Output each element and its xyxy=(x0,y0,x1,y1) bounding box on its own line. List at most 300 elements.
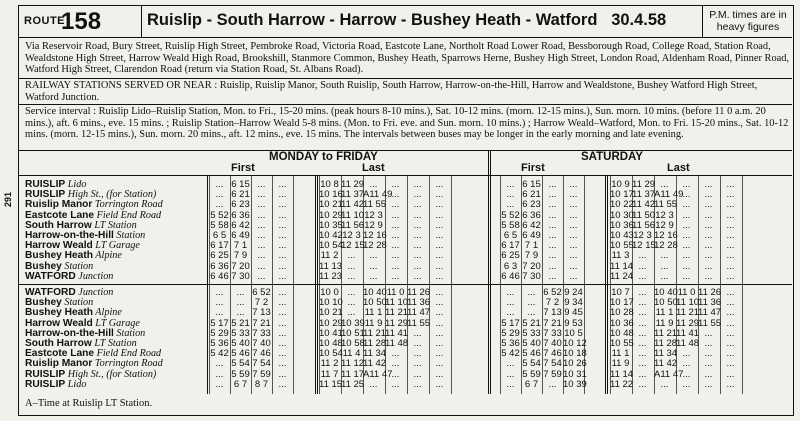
time-cell: ... xyxy=(704,199,713,211)
time-cell: 11 10 xyxy=(385,297,409,309)
time-cell: 11 48 xyxy=(385,338,409,349)
time-cell: ... xyxy=(369,270,378,282)
time-cell: 11 56 xyxy=(632,219,656,231)
time-cell: 11 36 xyxy=(407,297,431,309)
time-cell: ... xyxy=(413,327,422,339)
time-cell: ... xyxy=(704,358,713,370)
time-cell: 5 17 xyxy=(501,317,520,329)
time-cell: ... xyxy=(506,189,515,201)
time-cell: ... xyxy=(638,297,647,309)
time-cell: ... xyxy=(278,209,287,221)
time-cell: 10 54 xyxy=(319,240,343,252)
time-cell: 11 34 xyxy=(654,348,678,360)
time-cell: 6 23 xyxy=(522,199,541,211)
page-number: 291 xyxy=(3,192,13,208)
time-cell: 11 28 xyxy=(363,338,387,349)
time-cell: 10 31 xyxy=(563,368,587,380)
time-cell: ... xyxy=(506,307,515,319)
time-cell: ... xyxy=(726,219,735,231)
time-cell: A11 47 xyxy=(363,368,393,380)
station-name: Bushey Station xyxy=(25,260,94,272)
time-cell: 7 21 xyxy=(252,317,271,329)
time-cell: ... xyxy=(682,179,691,190)
time-cell: ... xyxy=(435,348,444,360)
time-cell: ... xyxy=(257,250,266,262)
time-cell: 7 2 xyxy=(545,297,560,309)
timetable-header xyxy=(19,6,792,38)
time-cell: 7 30 xyxy=(522,270,541,282)
time-cell: ... xyxy=(660,378,669,390)
time-cell: 11 36 xyxy=(698,297,722,309)
divider xyxy=(19,104,792,105)
time-cell: 5 46 xyxy=(231,348,250,360)
time-cell: 10 42 xyxy=(319,230,343,241)
time-cell: ... xyxy=(548,219,557,231)
time-cell: ... xyxy=(413,219,422,231)
time-cell: ... xyxy=(278,179,287,190)
station-name: South Harrow LT Station xyxy=(25,219,137,231)
time-cell: ... xyxy=(682,260,691,272)
time-cell: ... xyxy=(435,368,444,380)
time-cell: ... xyxy=(660,260,669,272)
time-cell: 5 36 xyxy=(501,338,520,349)
time-cell: 12 3 xyxy=(364,209,383,221)
time-cell: 11 56 xyxy=(341,219,365,231)
time-cell: 9 24 xyxy=(564,287,583,298)
time-cell: ... xyxy=(278,317,287,329)
time-cell: 11 1 xyxy=(611,348,630,360)
time-cell: ... xyxy=(435,189,444,201)
time-cell: 12 16 xyxy=(363,230,387,241)
time-cell: 5 40 xyxy=(231,338,250,349)
time-cell: 6 7 xyxy=(524,378,539,390)
time-cell: ... xyxy=(638,348,647,360)
time-cell: ... xyxy=(704,338,713,349)
time-cell: 10 29 xyxy=(319,209,343,221)
time-cell: 11 55 xyxy=(698,317,722,329)
time-cell: 10 48 xyxy=(319,338,343,349)
station-name: Eastcote Lane Field End Road xyxy=(25,348,162,360)
time-cell: 5 33 xyxy=(231,327,250,339)
time-cell: 11 0 xyxy=(677,287,696,298)
time-cell: ... xyxy=(257,179,266,190)
time-cell: ... xyxy=(278,338,287,349)
time-cell: 5 46 xyxy=(522,348,541,360)
time-cell: 10 39 xyxy=(341,317,365,329)
time-cell: ... xyxy=(682,199,691,211)
time-cell: ... xyxy=(548,209,557,221)
time-cell: 5 21 xyxy=(522,317,541,329)
time-cell: ... xyxy=(413,358,422,370)
station-name: Harrow Weald LT Garage xyxy=(25,317,140,329)
time-cell: ... xyxy=(215,297,224,309)
time-cell: 11 4 xyxy=(342,348,361,360)
time-cell: 12 28 xyxy=(654,240,678,252)
time-cell: 12 28 xyxy=(363,240,387,252)
time-cell: 5 58 xyxy=(210,219,229,231)
station-name: RUISLIP High St., (for Station) xyxy=(25,368,157,380)
time-cell: ... xyxy=(548,199,557,211)
time-cell: ... xyxy=(569,240,578,252)
time-cell: 9 45 xyxy=(564,307,583,319)
time-cell: 12 16 xyxy=(654,230,678,241)
time-cell: 6 5 xyxy=(212,230,227,241)
time-cell: ... xyxy=(435,179,444,190)
time-cell: ... xyxy=(682,219,691,231)
time-cell: ... xyxy=(638,317,647,329)
time-cell: 7 13 xyxy=(543,307,562,319)
time-cell: 6 42 xyxy=(522,219,541,231)
time-cell: ... xyxy=(569,219,578,231)
time-cell: ... xyxy=(704,270,713,282)
time-cell: ... xyxy=(391,250,400,262)
time-cell: 10 9 xyxy=(611,179,630,190)
time-cell: ... xyxy=(391,358,400,370)
time-cell: 7 33 xyxy=(543,327,562,339)
time-cell: ... xyxy=(682,378,691,390)
station-name: WATFORD Junction xyxy=(25,270,114,282)
time-cell: 6 23 xyxy=(231,199,250,211)
time-cell: ... xyxy=(391,199,400,211)
time-cell: 6 25 xyxy=(210,250,229,262)
time-cell: ... xyxy=(704,327,713,339)
time-cell: 10 21 xyxy=(319,307,343,319)
time-cell: ... xyxy=(369,250,378,262)
time-cell: 7 9 xyxy=(233,250,248,262)
time-cell: 11 10 xyxy=(676,297,700,309)
time-cell: ... xyxy=(704,230,713,241)
time-cell: 6 49 xyxy=(231,230,250,241)
time-cell: ... xyxy=(278,368,287,380)
time-cell: ... xyxy=(435,219,444,231)
time-cell: 7 59 xyxy=(543,368,562,380)
time-cell: ... xyxy=(638,270,647,282)
station-name: Eastcote Lane Field End Road xyxy=(25,209,162,221)
time-cell: ... xyxy=(569,199,578,211)
route-label: ROUTE xyxy=(24,15,65,27)
time-cell: 10 39 xyxy=(563,378,587,390)
time-cell: ... xyxy=(215,199,224,211)
time-cell: ... xyxy=(278,327,287,339)
time-cell: ... xyxy=(391,368,400,380)
time-cell: ... xyxy=(215,307,224,319)
time-cell: 5 29 xyxy=(210,327,229,339)
time-cell: 7 59 xyxy=(252,368,271,380)
time-cell: 11 41 xyxy=(676,327,700,339)
time-cell: ... xyxy=(506,358,515,370)
time-cell: ... xyxy=(391,240,400,252)
station-name: Ruislip Manor Torrington Road xyxy=(25,199,163,211)
time-cell: ... xyxy=(435,297,444,309)
header-divider xyxy=(141,6,142,37)
time-cell: 10 17 xyxy=(610,297,634,309)
time-cell: ... xyxy=(704,250,713,262)
time-cell: 7 2 xyxy=(254,297,269,309)
time-cell: ... xyxy=(413,368,422,380)
time-cell: ... xyxy=(369,378,378,390)
time-cell: 11 2 xyxy=(320,358,339,370)
time-cell: 10 21 xyxy=(319,199,343,211)
time-cell: 11 42 xyxy=(341,199,365,211)
saturday-heading: SATURDAY xyxy=(581,151,643,163)
time-cell: ... xyxy=(236,297,245,309)
column-rule xyxy=(488,151,491,394)
time-cell: ... xyxy=(278,260,287,272)
time-cell: 11 29 xyxy=(341,179,365,190)
time-cell: 7 9 xyxy=(524,250,539,262)
time-cell: ... xyxy=(347,260,356,272)
time-cell: ... xyxy=(391,260,400,272)
time-cell: ... xyxy=(413,348,422,360)
footnote: A–Time at Ruislip LT Station. xyxy=(25,398,153,409)
time-cell: ... xyxy=(726,378,735,390)
time-cell: 10 0 xyxy=(320,287,339,298)
time-cell: ... xyxy=(726,368,735,380)
time-cell: ... xyxy=(726,287,735,298)
time-cell: ... xyxy=(435,327,444,339)
time-cell: 7 54 xyxy=(252,358,271,370)
time-cell: ... xyxy=(435,307,444,319)
time-cell: ... xyxy=(215,189,224,201)
time-cell: ... xyxy=(215,368,224,380)
time-cell: ... xyxy=(726,250,735,262)
time-cell: ... xyxy=(278,189,287,201)
time-cell: ... xyxy=(347,307,356,319)
time-cell: ... xyxy=(435,378,444,390)
time-cell: ... xyxy=(527,297,536,309)
timetable-grid xyxy=(19,151,792,396)
time-cell: 11 7 xyxy=(320,368,339,380)
time-cell: ... xyxy=(682,230,691,241)
time-cell: ... xyxy=(682,368,691,380)
time-cell: 10 50 xyxy=(654,297,678,309)
time-cell: ... xyxy=(215,378,224,390)
time-cell: ... xyxy=(506,368,515,380)
time-cell: 7 46 xyxy=(543,348,562,360)
time-cell: ... xyxy=(726,260,735,272)
time-cell: 11 41 xyxy=(385,327,409,339)
time-cell: ... xyxy=(548,179,557,190)
time-cell: ... xyxy=(278,250,287,262)
time-cell: 11 26 xyxy=(407,287,431,298)
time-cell: 9 34 xyxy=(564,297,583,309)
station-name: Bushey Station xyxy=(25,297,94,309)
time-cell: 10 18 xyxy=(563,348,587,360)
route-number: 158 xyxy=(61,8,102,35)
time-cell: ... xyxy=(413,240,422,252)
time-cell: 10 12 xyxy=(563,338,587,349)
station-name: RUISLIP Lido xyxy=(25,378,87,390)
time-cell: ... xyxy=(257,209,266,221)
time-cell: ... xyxy=(257,189,266,201)
time-cell: 11 0 xyxy=(386,287,405,298)
time-cell: 6 7 xyxy=(233,378,248,390)
station-name: RUISLIP High St., (for Station) xyxy=(25,189,157,201)
time-cell: ... xyxy=(435,317,444,329)
time-cell: 6 46 xyxy=(501,270,520,282)
time-cell: ... xyxy=(506,287,515,298)
time-cell: ... xyxy=(548,230,557,241)
time-cell: ... xyxy=(257,199,266,211)
time-cell: 11 37 xyxy=(341,189,365,201)
station-name: Harrow-on-the-Hill Station xyxy=(25,327,146,339)
time-cell: 11 55 xyxy=(654,199,678,211)
time-cell: ... xyxy=(726,358,735,370)
time-cell: A11 49 xyxy=(363,189,393,201)
time-cell: 10 36 xyxy=(610,317,634,329)
time-cell: 12 9 xyxy=(655,219,674,231)
time-cell: ... xyxy=(638,338,647,349)
time-cell: ... xyxy=(726,348,735,360)
time-cell: ... xyxy=(391,219,400,231)
time-cell: 5 59 xyxy=(522,368,541,380)
time-cell: ... xyxy=(569,179,578,190)
time-cell: ... xyxy=(569,260,578,272)
time-cell: 11 29 xyxy=(385,317,409,329)
time-cell: A11 49 xyxy=(654,189,684,201)
time-cell: ... xyxy=(413,270,422,282)
time-cell: ... xyxy=(726,317,735,329)
time-cell: ... xyxy=(278,297,287,309)
pm-note: P.M. times are in heavy figures xyxy=(709,9,787,33)
time-cell: 7 30 xyxy=(231,270,250,282)
station-name: South Harrow LT Station xyxy=(25,338,137,349)
time-cell: 11 42 xyxy=(654,358,678,370)
time-cell: ... xyxy=(548,240,557,252)
time-cell: 7 21 xyxy=(543,317,562,329)
time-cell: 11 21 xyxy=(676,307,700,319)
sat-last-heading: Last xyxy=(667,162,690,174)
sat-first-heading: First xyxy=(521,162,545,174)
time-cell: 5 42 xyxy=(501,348,520,360)
time-cell: ... xyxy=(704,209,713,221)
time-cell: 6 36 xyxy=(231,209,250,221)
time-cell: ... xyxy=(682,358,691,370)
time-cell: ... xyxy=(638,327,647,339)
header-divider xyxy=(702,6,703,37)
time-cell: 11 22 xyxy=(610,378,634,390)
time-cell: ... xyxy=(682,270,691,282)
station-name: Bushey Heath Alpine xyxy=(25,250,122,262)
station-name: Harrow Weald LT Garage xyxy=(25,240,140,252)
time-cell: 9 53 xyxy=(564,317,583,329)
time-cell: ... xyxy=(369,260,378,272)
time-cell: ... xyxy=(278,287,287,298)
time-cell: 11 1 xyxy=(364,307,383,319)
station-name: Bushey Heath Alpine xyxy=(25,307,122,319)
time-cell: 5 17 xyxy=(210,317,229,329)
time-cell: 8 7 xyxy=(254,378,269,390)
time-cell: 11 50 xyxy=(632,209,656,221)
time-cell: 7 1 xyxy=(233,240,248,252)
time-cell: 10 36 xyxy=(610,219,634,231)
time-cell: 11 15 xyxy=(319,378,343,390)
time-cell: 12 9 xyxy=(364,219,383,231)
time-cell: ... xyxy=(435,358,444,370)
time-cell: 7 40 xyxy=(543,338,562,349)
time-cell: ... xyxy=(569,189,578,201)
time-cell: ... xyxy=(548,378,557,390)
time-cell: ... xyxy=(704,260,713,272)
time-cell: 10 35 xyxy=(319,219,343,231)
time-cell: 10 55 xyxy=(610,240,634,252)
time-cell: ... xyxy=(638,307,647,319)
time-cell: ... xyxy=(391,270,400,282)
time-cell: ... xyxy=(682,209,691,221)
time-cell: 7 20 xyxy=(231,260,250,272)
time-cell: ... xyxy=(413,230,422,241)
time-cell: 12 3 xyxy=(655,209,674,221)
time-cell: ... xyxy=(726,327,735,339)
time-cell: 6 5 xyxy=(503,230,518,241)
time-cell: 11 24 xyxy=(610,270,634,282)
time-cell: ... xyxy=(682,189,691,201)
time-cell: 11 23 xyxy=(319,270,343,282)
time-cell: ... xyxy=(215,287,224,298)
station-name: Harrow-on-the-Hill Station xyxy=(25,230,146,241)
time-cell: 11 10 xyxy=(341,209,365,221)
time-cell: 10 40 xyxy=(363,287,387,298)
time-cell: ... xyxy=(435,250,444,262)
time-cell: ... xyxy=(391,189,400,201)
time-cell: ... xyxy=(369,179,378,190)
time-cell: 12 3 xyxy=(342,230,361,241)
time-cell: 10 41 xyxy=(319,327,343,339)
time-cell: 6 36 xyxy=(522,209,541,221)
time-cell: ... xyxy=(391,348,400,360)
time-cell: ... xyxy=(704,189,713,201)
time-cell: 7 54 xyxy=(543,358,562,370)
time-cell: ... xyxy=(391,209,400,221)
time-cell: ... xyxy=(548,260,557,272)
time-cell: ... xyxy=(638,250,647,262)
time-cell: 11 14 xyxy=(610,260,634,272)
time-cell: ... xyxy=(435,230,444,241)
time-cell: ... xyxy=(236,307,245,319)
time-cell: ... xyxy=(435,240,444,252)
divider xyxy=(19,175,792,176)
time-cell: 10 16 xyxy=(319,189,343,201)
time-cell: 5 52 xyxy=(501,209,520,221)
time-cell: 5 59 xyxy=(231,368,250,380)
time-cell: ... xyxy=(278,240,287,252)
time-cell: ... xyxy=(726,209,735,221)
time-cell: 11 26 xyxy=(698,287,722,298)
station-name: WATFORD Junction xyxy=(25,287,114,298)
time-cell: 11 14 xyxy=(610,368,634,380)
time-cell: 11 37 xyxy=(632,189,656,201)
time-cell: ... xyxy=(726,230,735,241)
time-cell: ... xyxy=(215,179,224,190)
time-cell: ... xyxy=(506,297,515,309)
time-cell: 5 40 xyxy=(522,338,541,349)
service-interval-text: Service interval : Ruislip Lido–Ruislip Station, Mon. to Fri., 15-20 mins. (peak hours 8-10 mins.), Sat. 10-12 mins. (morn. 12-15 mins.), Sun. morn. 10 mins. (before 11 0 a.m. 20 mins.), aft. 6 mins., eve. 15 mins. ; Ruislip Station–Harrow Weald 5-8 mins. (Mon. to Fri. eve. and Sun. morn. 10 mins.) ; Harrow Weald–Watford, Mon. to Fri. 15-20 mins., Sat. 10-12 mins. (morn. 12-15 mins.), Sun. morn. 20 mins., aft. 12 mins., eve. 15 mins. The intervals between buses may be longer in the early morning and late evening. xyxy=(25,106,789,140)
time-cell: 10 58 xyxy=(341,338,365,349)
time-cell: 10 8 xyxy=(320,179,339,190)
time-cell: 7 20 xyxy=(522,260,541,272)
time-cell: ... xyxy=(506,378,515,390)
time-cell: ... xyxy=(638,260,647,272)
time-cell: 11 1 xyxy=(655,307,674,319)
time-cell: 6 46 xyxy=(210,270,229,282)
station-name: Ruislip Manor Torrington Road xyxy=(25,358,163,370)
time-cell: ... xyxy=(347,270,356,282)
time-cell: ... xyxy=(435,287,444,298)
time-cell: ... xyxy=(726,270,735,282)
time-cell: ... xyxy=(257,260,266,272)
time-cell: ... xyxy=(726,297,735,309)
time-cell: 6 15 xyxy=(231,179,250,190)
